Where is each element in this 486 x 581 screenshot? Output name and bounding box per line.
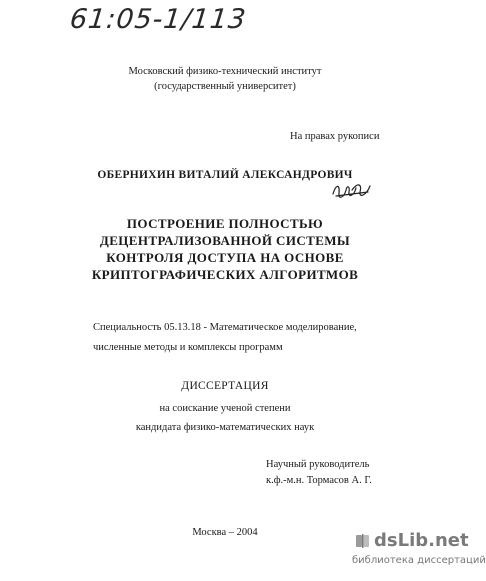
degree-line-1: на соискание ученой степени: [159, 403, 291, 414]
dissertation-title: [0, 215, 450, 283]
advisor-block: [266, 457, 372, 489]
institution-block: [0, 64, 450, 94]
author-signature: [330, 178, 374, 204]
book-icon: [354, 532, 372, 550]
title-line-2: ДЕЦЕНТРАЛИЗОВАННОЙ СИСТЕМЫ: [99, 233, 351, 248]
institution-subtitle: (государственный университет): [154, 81, 296, 92]
title-line-4: КРИПТОГРАФИЧЕСКИХ АЛГОРИТМОВ: [91, 267, 359, 282]
dslib-watermark: [352, 530, 486, 578]
watermark-tagline: библиотека диссертаций: [352, 555, 486, 566]
handwritten-catalog-number: 61:05-1/113: [68, 4, 249, 35]
degree-line-2: кандидата физико-математических наук: [135, 422, 315, 433]
document-type: ДИССЕРТАЦИЯ: [181, 380, 269, 392]
specialty-line-1: Специальность 05.13.18 - Математическое моделирование,: [93, 322, 357, 333]
specialty-line-2: численные методы и комплексы программ: [93, 342, 283, 353]
title-line-1: ПОСТРОЕНИЕ ПОЛНОСТЬЮ: [126, 216, 324, 231]
city-year: Москва – 2004: [192, 527, 258, 538]
advisor-label: Научный руководитель: [266, 459, 370, 470]
rights-notice: На правах рукописи: [290, 131, 380, 142]
institution-name: Московский физико-технический институт: [128, 66, 322, 77]
advisor-name: к.ф.-м.н. Тормасов А. Г.: [266, 475, 372, 486]
specialty-block: [93, 318, 357, 358]
degree-block: [0, 399, 450, 437]
watermark-brand: dsLib.net: [374, 530, 469, 551]
title-line-3: КОНТРОЛЯ ДОСТУПА НА ОСНОВЕ: [106, 250, 344, 265]
author-name: ОБЕРНИХИН ВИТАЛИЙ АЛЕКСАНДРОВИЧ: [97, 169, 353, 181]
